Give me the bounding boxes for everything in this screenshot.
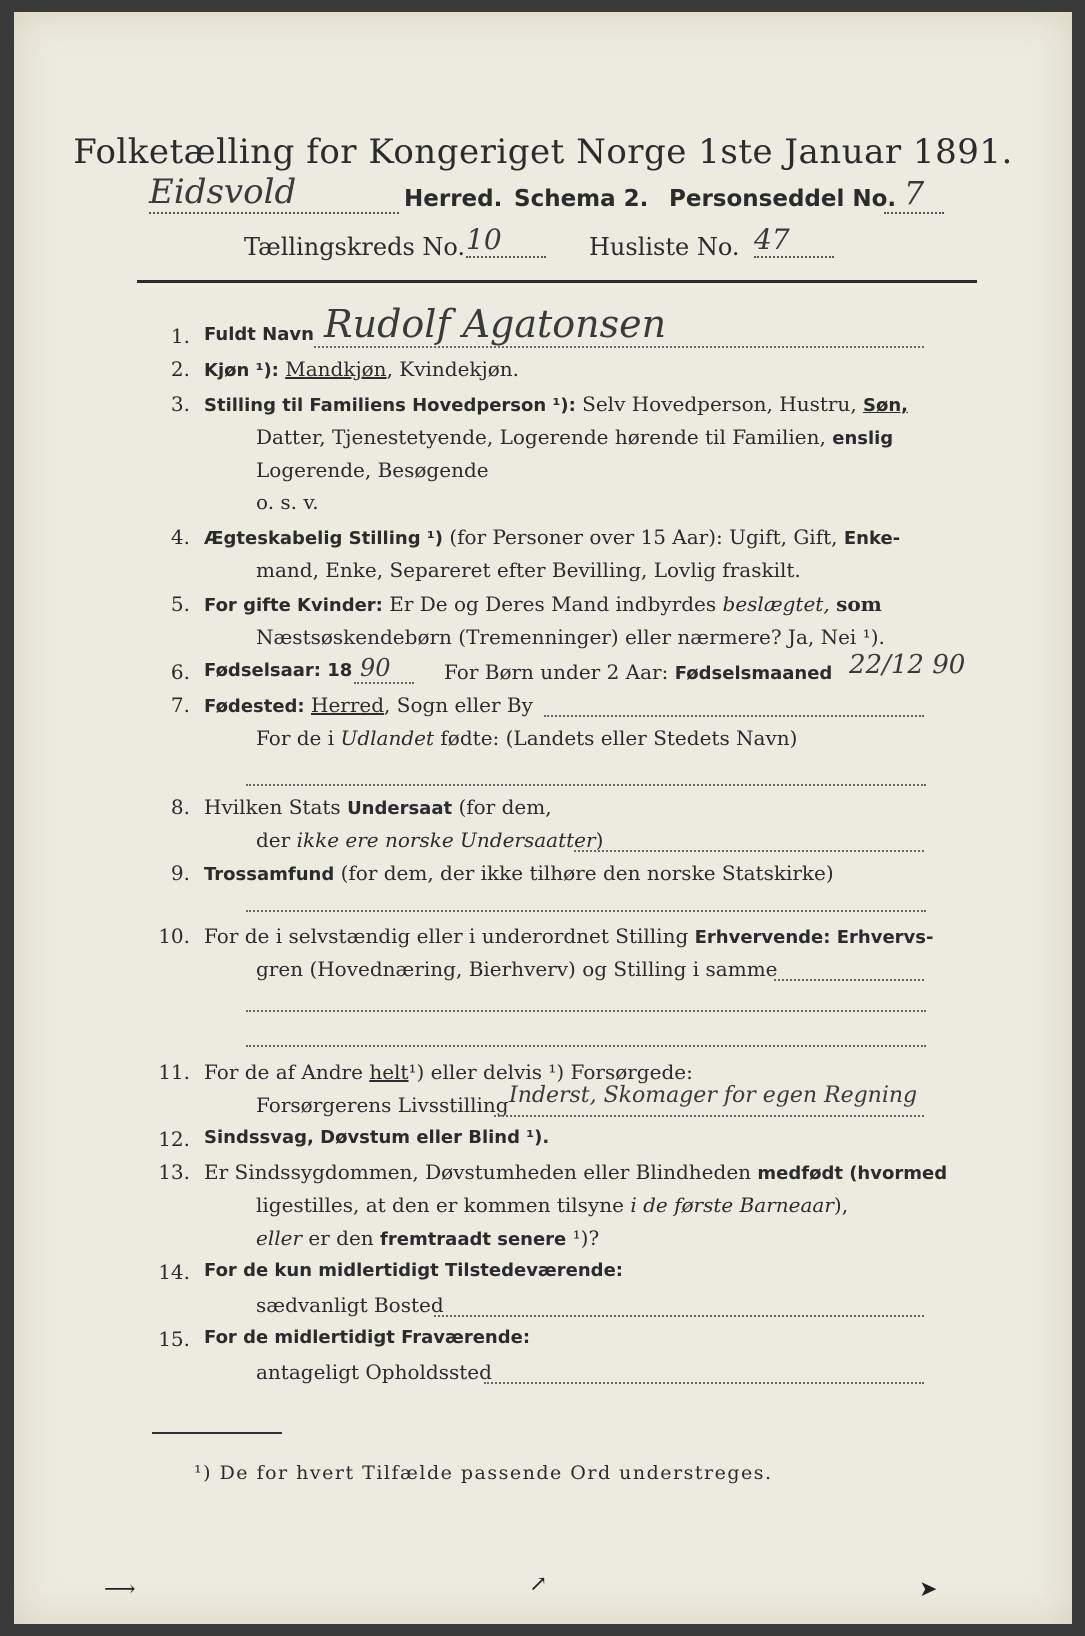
husliste-label: Husliste No. (589, 233, 740, 261)
disability-onset-line-2 (256, 1193, 848, 1217)
header-rule (137, 280, 977, 283)
family-position-options: Selv Hovedperson, Hustru, (582, 392, 857, 416)
question-number: 5. (170, 592, 190, 616)
text-italic: Udlandet (340, 726, 435, 750)
married-women-line-2: Næstsøskendebørn (Tremenninger) eller nærmere? Ja, Nei ¹). (256, 625, 885, 649)
probable-residence-label: antageligt Opholdssted (256, 1360, 492, 1384)
birthplace-selected: Herred (311, 693, 385, 717)
gender-option: , Kvindekjøn. (386, 357, 520, 381)
disability-onset-line (204, 1160, 947, 1184)
full-name-label: Fuldt Navn (204, 324, 314, 345)
birth-year-label: Fødselsaar: 18 (204, 660, 353, 681)
question-number: 8. (170, 795, 190, 819)
usual-residence-label: sædvanligt Bosted (256, 1293, 444, 1317)
child-birth-month-line (444, 660, 832, 684)
text: (for dem, (458, 795, 552, 819)
answer-line (484, 1382, 924, 1384)
text: ligestilles, at den er kommen tilsyne (256, 1193, 624, 1217)
personseddel-number: 7 (884, 174, 944, 214)
provider-occupation-value: Inderst, Skomager for egen Regning (509, 1083, 918, 1108)
text: ), (833, 1193, 849, 1217)
answer-line (574, 850, 924, 852)
family-position-line-2 (256, 425, 893, 449)
question-number: 12. (158, 1127, 190, 1151)
disability-label: Sindssvag, Døvstum eller Blind ¹). (204, 1127, 550, 1148)
marital-line (204, 525, 900, 549)
text: ) (595, 828, 604, 852)
answer-line (246, 784, 926, 786)
answer-line (774, 979, 924, 981)
text-bold: Enke- (843, 528, 901, 549)
text-bold: enslig (832, 428, 894, 449)
answer-line (314, 346, 924, 348)
married-women-line (204, 592, 882, 616)
citizenship-line (204, 795, 552, 819)
question-number: 15. (158, 1327, 190, 1351)
support-line (204, 1060, 693, 1084)
question-number: 4. (170, 525, 190, 549)
text-italic: ikke ere norske Undersaatter (296, 828, 596, 852)
question-number: 9. (170, 861, 190, 885)
answer-line (494, 1115, 924, 1117)
text-bold: Undersaat (347, 798, 453, 819)
text: Er Sindssygdommen, Døvstumheden eller Blindheden (204, 1160, 752, 1184)
text-italic: i de første Barneaar (630, 1193, 834, 1217)
provider-occupation-label: Forsørgerens Livsstilling (256, 1093, 509, 1117)
marital-label: Ægteskabelig Stilling ¹) (204, 528, 443, 549)
text-italic: beslægtet, (722, 592, 830, 616)
occupation-line-2: gren (Hovednæring, Bierhverv) og Stilling i samme (256, 957, 778, 981)
birth-year-value: 90 (360, 654, 391, 682)
marital-line-2: mand, Enke, Separeret efter Bevilling, Lovlig fraskilt. (256, 558, 801, 582)
text: er den (308, 1226, 374, 1250)
answer-line (354, 682, 414, 684)
schema-label: Schema 2. (514, 186, 649, 212)
foreign-birthplace-line (256, 726, 797, 750)
gender-label: Kjøn ¹): (204, 360, 279, 381)
question-number: 7. (170, 693, 190, 717)
question-number: 14. (158, 1260, 190, 1284)
text-italic: eller (256, 1226, 303, 1250)
text: , Sogn eller By (384, 693, 533, 717)
text: For de af Andre (204, 1060, 363, 1084)
family-position-line-3: Logerende, Besøgende (256, 458, 489, 482)
kreds-row (244, 223, 944, 267)
married-women-label: For gifte Kvinder: (204, 595, 383, 616)
binding-mark: ↗ (529, 1572, 548, 1597)
text: For de i selvstændig eller i underordnet Stilling (204, 924, 689, 948)
text-bold: som (836, 592, 882, 616)
answer-line (544, 715, 924, 717)
husliste-number: 47 (754, 223, 834, 258)
form-title: Folketælling for Kongeriget Norge 1ste Januar 1891. (73, 132, 1013, 172)
question-number: 6. (170, 660, 190, 684)
text: ¹) eller delvis ¹) Forsørgede: (408, 1060, 693, 1084)
text: For de i (256, 726, 335, 750)
answer-line (246, 1045, 926, 1047)
family-position-selected: Søn, (863, 395, 909, 416)
disability-onset-line-3 (256, 1226, 599, 1250)
text: der (256, 828, 291, 852)
family-position-label: Stilling til Familiens Hovedperson ¹): (204, 395, 576, 416)
binding-mark: ➤ (919, 1577, 938, 1602)
birth-month-label: Fødselsmaaned (674, 663, 833, 684)
text: Datter, Tjenestetyende, Logerende hørende til Familien, (256, 425, 826, 449)
question-number: 3. (170, 392, 190, 416)
herred-name: Eidsvold (149, 172, 399, 214)
temporary-present-label: For de kun midlertidigt Tilstedeværende: (204, 1260, 623, 1281)
occupation-line (204, 924, 933, 948)
text-bold: medfødt (hvormed (757, 1163, 948, 1184)
herred-row (139, 172, 969, 216)
family-position-line-4: o. s. v. (256, 490, 319, 514)
support-selected: helt (369, 1060, 409, 1084)
religion-line (204, 861, 834, 885)
text: (for Personer over 15 Aar): Ugift, Gift, (449, 525, 838, 549)
answer-line (246, 910, 926, 912)
family-position-line (204, 392, 908, 416)
taellingskreds-label: Tællingskreds No. (244, 233, 466, 261)
footnote-rule (152, 1432, 282, 1434)
text: (for dem, der ikke tilhøre den norske Statskirke) (340, 861, 834, 885)
question-number: 13. (158, 1160, 190, 1184)
question-number: 10. (158, 924, 190, 948)
taellingskreds-number: 10 (466, 223, 546, 258)
birthplace-label: Fødested: (204, 696, 305, 717)
citizenship-line-2 (256, 828, 603, 852)
text: Hvilken Stats (204, 795, 341, 819)
census-form-page (14, 12, 1072, 1624)
gender-selected: Mandkjøn (285, 357, 387, 381)
religion-label: Trossamfund (204, 864, 335, 885)
binding-mark: ⟶ (104, 1577, 136, 1602)
birth-month-value: 22/12 90 (849, 650, 966, 680)
question-number: 2. (170, 357, 190, 381)
text: fødte: (Landets eller Stedets Navn) (440, 726, 798, 750)
answer-line (246, 1010, 926, 1012)
text: For Børn under 2 Aar: (444, 660, 669, 684)
question-number: 11. (158, 1060, 190, 1084)
personseddel-label: Personseddel No. (669, 186, 897, 212)
answer-line (434, 1315, 924, 1317)
text: ¹)? (572, 1226, 600, 1250)
temporary-absent-label: For de midlertidigt Fraværende: (204, 1327, 531, 1348)
text: Er De og Deres Mand indbyrdes (389, 592, 717, 616)
footnote: ¹) De for hvert Tilfælde passende Ord understreges. (194, 1462, 773, 1484)
text-bold: fremtraadt senere (380, 1229, 567, 1250)
question-number: 1. (170, 324, 190, 348)
text-bold: Erhvervende: Erhvervs- (694, 927, 934, 948)
birthplace-line (204, 693, 533, 717)
gender-line (204, 357, 519, 381)
herred-label: Herred. (404, 186, 503, 212)
full-name-value: Rudolf Agatonsen (324, 302, 667, 346)
